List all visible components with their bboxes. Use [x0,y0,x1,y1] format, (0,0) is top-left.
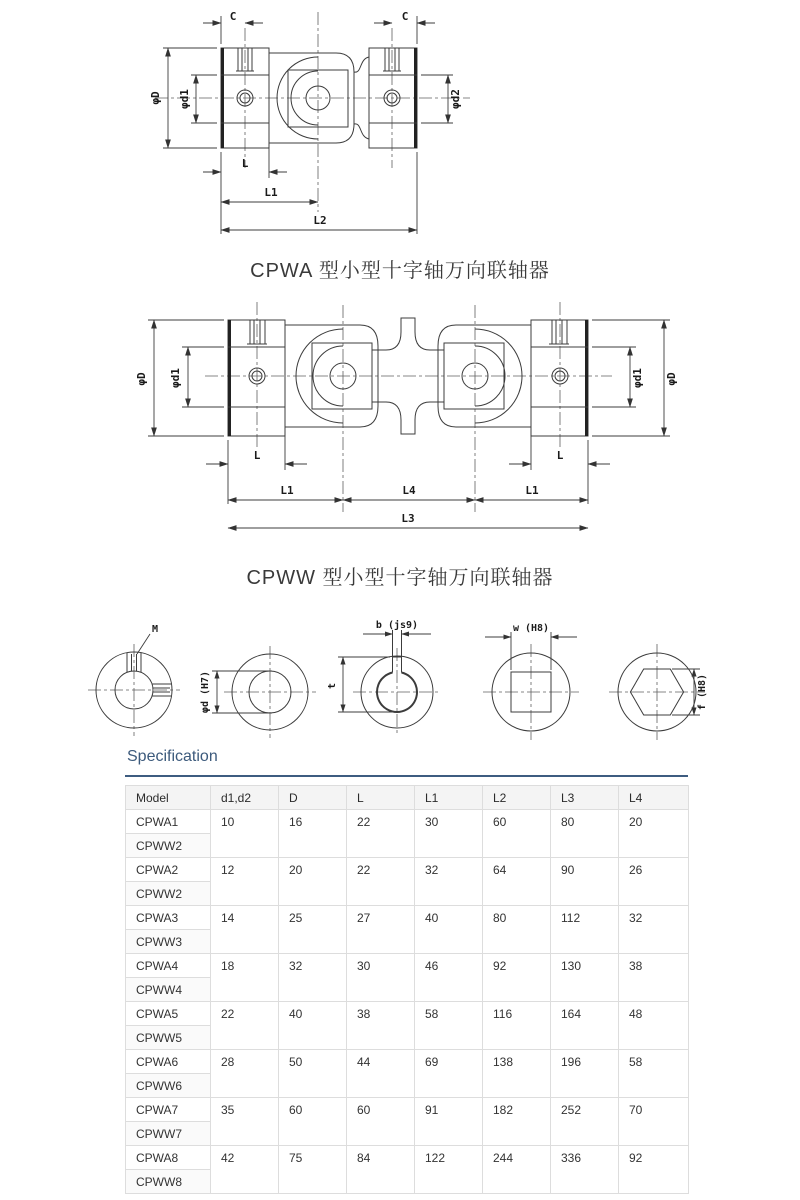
dim-l1-right [475,484,588,500]
dim-label-phid2: φd2 [449,89,462,109]
model-cell: CPWA8 [126,1146,211,1170]
model-cell: CPWW5 [126,1026,211,1050]
section-square-bore [483,623,579,740]
col-header-L4: L4 [619,786,689,810]
section-hex-bore [609,644,708,740]
model-cell: CPWA2 [126,858,211,882]
section-label-hex: f (H8) [697,673,708,711]
dim-l3 [228,512,588,528]
col-header-D: D [279,786,347,810]
dim-c-left [203,10,263,44]
left-hub [228,320,285,436]
table-row: CPWA3 14 25 27 40 80 112 32 [126,906,689,930]
model-cell: CPWA1 [126,810,211,834]
col-header-L2: L2 [483,786,551,810]
dim-label-l1-left: L1 [280,484,294,497]
cpwa-figure-title: CPWA 型小型十字轴万向联轴器 [250,260,550,282]
model-cell: CPWA4 [126,954,211,978]
dim-l4 [343,484,475,500]
model-cell: CPWA7 [126,1098,211,1122]
table-row: CPWA8 42 75 84 122 244 336 92 [126,1146,689,1170]
dim-phid2 [421,75,462,123]
section-label-set-screw: M [152,624,159,635]
dim-label-phid1-left: φd1 [169,368,182,388]
section-plain-bore [200,646,316,738]
dim-l-right [509,431,610,504]
dim-label-c-left: C [229,10,237,23]
model-cell: CPWW8 [126,1170,211,1194]
dim-label-phiD-right: φD [665,372,678,386]
bore-sections-drawing [0,600,800,750]
table-row: CPWA6 28 50 44 69 138 196 58 [126,1050,689,1074]
cpww-figure-title: CPWW 型小型十字轴万向联轴器 [246,567,554,589]
table-header-row [126,786,689,810]
dim-label-phiD: φD [149,91,162,105]
table-row: CPWA7 35 60 60 91 182 252 70 [126,1098,689,1122]
dim-label-l1: L1 [264,186,278,199]
model-cell: CPWW2 [126,882,211,906]
model-cell: CPWA5 [126,1002,211,1026]
dim-label-l3: L3 [401,512,415,525]
col-header-L: L [347,786,415,810]
dim-c-right [374,10,435,44]
specification-table [125,785,689,1194]
table-row: CPWA5 22 40 38 58 116 164 48 [126,1002,689,1026]
model-cell: CPWA3 [126,906,211,930]
model-cell: CPWW2 [126,834,211,858]
section-set-screw [88,624,180,736]
section-keyway-bore [327,619,441,736]
dim-l1 [221,186,318,202]
dim-label-phid1: φd1 [178,89,191,109]
dim-label-l4: L4 [402,484,416,497]
dim-label-l2: L2 [313,214,327,227]
col-header-model: Model [126,786,211,810]
dim-label-phiD-left: φD [135,372,148,386]
right-hub [531,320,588,436]
dim-l2 [221,152,417,234]
dim-label-c-right: C [401,10,409,23]
section-label-bore: φd (H7) [200,670,211,714]
model-cell: CPWW6 [126,1074,211,1098]
dim-phid1 [178,75,217,123]
specification-heading: Specification [125,748,688,777]
dim-label-l-left: L [253,449,261,462]
dim-phid1-left [169,347,224,407]
section-label-square: w (H8) [512,623,550,634]
dim-label-l1-right: L1 [525,484,539,497]
specification-section [125,748,688,1194]
model-cell: CPWW3 [126,930,211,954]
cpww-drawing [0,300,800,550]
dim-l1-left [228,484,343,500]
section-label-key-depth: t [327,682,338,690]
table-row: CPWA4 18 32 30 46 92 130 38 [126,954,689,978]
col-header-L1: L1 [415,786,483,810]
dim-label-phid1-right: φd1 [631,368,644,388]
model-cell: CPWW7 [126,1122,211,1146]
model-cell: CPWW4 [126,978,211,1002]
col-header-d1d2: d1,d2 [211,786,279,810]
table-row: CPWA1 10 16 22 30 60 80 20 [126,810,689,834]
dim-label-l: L [241,157,249,170]
dim-phid1-right [592,347,644,407]
model-cell: CPWA6 [126,1050,211,1074]
dim-label-l-right: L [556,449,564,462]
section-label-key-width: b (js9) [375,620,419,631]
cpwa-drawing [0,0,800,250]
table-row: CPWA2 12 20 22 32 64 90 26 [126,858,689,882]
col-header-L3: L3 [551,786,619,810]
